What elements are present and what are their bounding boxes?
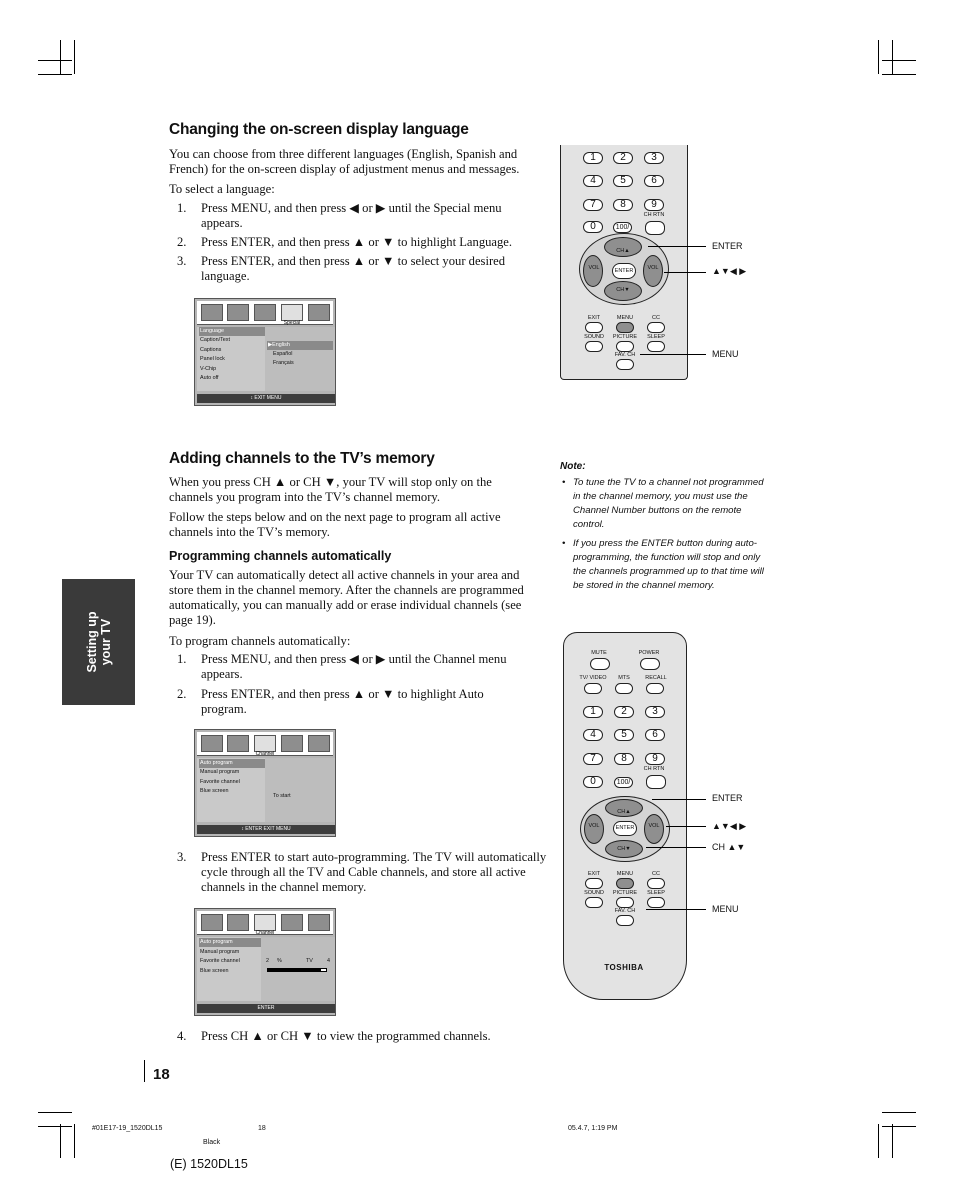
key-8: 8 — [614, 753, 634, 765]
channels-step-4: 4. Press CH ▲ or CH ▼ to view the programmed channels. — [177, 1029, 491, 1043]
callout-menu: MENU — [712, 904, 739, 914]
osd-option-list — [265, 327, 335, 391]
progress-unit: % — [277, 958, 282, 964]
osd-footer: ENTER — [197, 1004, 335, 1013]
sleep-label: SLEEP — [647, 334, 665, 340]
osd-icon-bar — [197, 301, 333, 325]
channels-para-3: Your TV can automatically detect all active channels in your area and store them in the channel memory. After the channels are programmed automatically, you can manually add or erase individual channels (see page 19). — [169, 568, 524, 627]
picture-button — [616, 897, 634, 908]
special-icon — [281, 735, 303, 752]
footer-file: #01E17-19_1520DL15 — [92, 1125, 163, 1132]
special-icon — [281, 304, 303, 321]
subheading-auto-program: Programming channels automatically — [169, 549, 392, 563]
ch-up-button — [604, 237, 642, 257]
note-item-1: • To tune the TV to a channel not programmed in the channel memory, you must use the Channel Number buttons on the remote control. — [562, 477, 764, 530]
osd-item: Auto off — [200, 375, 219, 381]
favch-label: FAV. CH — [614, 352, 636, 358]
key-3: 3 — [644, 152, 664, 164]
chrtn-label: CH RTN — [643, 212, 665, 218]
key-2: 2 — [614, 706, 634, 718]
osd-special-menu — [194, 298, 336, 406]
osd-tab-label: Channel — [255, 930, 275, 936]
setup-icon — [308, 304, 330, 321]
cc-button — [647, 322, 665, 333]
osd-option: ▶English — [267, 341, 333, 350]
progress-channel: 4 — [327, 958, 330, 964]
recall-button — [646, 683, 664, 694]
picture-label: PICTURE — [612, 334, 638, 340]
progress-tv: TV — [306, 958, 313, 964]
key-0: 0 — [583, 221, 603, 233]
chrtn-label: CH RTN — [643, 766, 665, 772]
tvvideo-label: TV/ VIDEO — [579, 675, 607, 681]
osd-icon-bar — [197, 732, 333, 756]
osd-channel-progress — [194, 908, 336, 1016]
osd-item-list — [197, 327, 265, 391]
vol-plus-button — [644, 814, 664, 844]
key-4: 4 — [583, 175, 603, 187]
sleep-label: SLEEP — [647, 890, 665, 896]
chrtn-button — [645, 221, 665, 235]
exit-label: EXIT — [587, 871, 601, 877]
ch-down-label: CH▼ — [617, 846, 631, 852]
power-label: POWER — [638, 650, 660, 656]
picture-icon — [201, 735, 223, 752]
channel-icon — [254, 914, 276, 931]
callout-line — [646, 909, 706, 910]
picture-icon — [201, 914, 223, 931]
toshiba-logo: TOSHIBA — [604, 963, 644, 972]
mute-label: MUTE — [591, 650, 607, 656]
favch-button — [616, 359, 634, 370]
vol-plus-label: VOL — [648, 823, 660, 829]
key-6: 6 — [645, 729, 665, 741]
mts-label: MTS — [618, 675, 630, 681]
footer-model: (E) 1520DL15 — [170, 1157, 248, 1171]
osd-item: Manual program — [200, 769, 240, 775]
page-number-rule — [144, 1060, 145, 1082]
osd-item: Manual program — [200, 949, 240, 955]
key-100: 100/ — [613, 222, 632, 233]
progress-fill — [268, 969, 321, 971]
vol-plus-button — [643, 255, 663, 287]
timer-icon — [254, 304, 276, 321]
crop-mark — [892, 1124, 893, 1158]
cc-button — [647, 878, 665, 889]
power-button — [640, 658, 660, 670]
remote-control-top — [560, 145, 688, 380]
callout-enter: ENTER — [712, 793, 743, 803]
osd-icon-bar — [197, 911, 333, 935]
crop-mark — [892, 40, 893, 74]
special-icon — [281, 914, 303, 931]
progress-number: 2 — [266, 958, 269, 964]
crop-mark — [60, 1124, 61, 1158]
side-tab-label: Setting up your TV — [84, 611, 113, 673]
recall-label: RECALL — [645, 675, 667, 681]
footer-color: Black — [203, 1139, 221, 1146]
sound-button — [585, 341, 603, 352]
crop-mark — [74, 1124, 75, 1158]
mute-button — [590, 658, 610, 670]
picture-label: PICTURE — [612, 890, 638, 896]
menu-label: MENU — [616, 315, 634, 321]
crop-mark — [38, 74, 72, 75]
osd-tab-label: Channel — [255, 751, 275, 757]
osd-tab-label: Special — [283, 320, 301, 326]
channels-para-1: When you press CH ▲ or CH ▼, your TV will stop only on the channels you program into the TV’s channel memory. — [169, 475, 492, 504]
chrtn-button — [646, 775, 666, 789]
key-1: 1 — [583, 706, 603, 718]
callout-arrows: ▲▼◀ ▶ — [712, 821, 747, 831]
callout-line — [640, 354, 706, 355]
key-5: 5 — [614, 729, 634, 741]
side-tab — [62, 579, 135, 705]
osd-item: Panel lock — [200, 356, 225, 362]
osd-item-list — [197, 937, 265, 1001]
osd-item: Blue screen — [200, 968, 229, 974]
osd-item: Blue screen — [200, 788, 229, 794]
key-3: 3 — [645, 706, 665, 718]
key-9: 9 — [644, 199, 664, 211]
vol-minus-label: VOL — [588, 265, 600, 271]
osd-item: Captions — [200, 347, 222, 353]
callout-line — [648, 246, 706, 247]
setup-icon — [308, 735, 330, 752]
footer-date: 05.4.7, 1:19 PM — [568, 1125, 618, 1132]
note-title: Note: — [560, 461, 586, 472]
osd-item: Favorite channel — [200, 958, 240, 964]
channels-step-3: 3. Press ENTER to start auto-programming. The TV will automatically cycle through all the TV and Cable channels, and store all active channels in the channel memory. — [177, 850, 547, 894]
callout-ch: CH ▲▼ — [712, 842, 746, 852]
vol-minus-label: VOL — [588, 823, 600, 829]
ch-down-label: CH▼ — [616, 287, 630, 293]
osd-item: Language — [199, 327, 265, 336]
vol-minus-button — [584, 814, 604, 844]
osd-option: To start — [273, 793, 291, 799]
crop-mark — [878, 1124, 879, 1158]
vol-minus-button — [583, 255, 603, 287]
key-7: 7 — [583, 753, 603, 765]
sound-label: SOUND — [584, 334, 604, 340]
sleep-button — [647, 897, 665, 908]
cc-label: CC — [652, 871, 660, 877]
audio-icon — [227, 304, 249, 321]
osd-item: Favorite channel — [200, 779, 240, 785]
crop-mark — [60, 40, 61, 74]
sound-button — [585, 897, 603, 908]
sleep-button — [647, 341, 665, 352]
key-8: 8 — [613, 199, 633, 211]
page-number: 18 — [153, 1066, 170, 1083]
language-step-2: 2. Press ENTER, and then press ▲ or ▼ to highlight Language. — [177, 235, 513, 249]
audio-icon — [227, 735, 249, 752]
enter-label: ENTER — [614, 268, 634, 274]
crop-mark — [878, 40, 879, 74]
ch-up-label: CH▲ — [617, 809, 631, 815]
osd-item: Auto program — [199, 759, 265, 768]
channels-para-2: Follow the steps below and on the next page to program all active channels into the TV’s memory. — [169, 510, 501, 539]
footer-page: 18 — [258, 1125, 266, 1132]
osd-item: V-Chip — [200, 366, 217, 372]
picture-button — [616, 341, 634, 352]
key-4: 4 — [583, 729, 603, 741]
callout-line — [652, 799, 706, 800]
channels-step-1: 1. Press MENU, and then press ◀ or ▶ until the Channel menu appears. — [177, 652, 507, 681]
osd-option: Español — [273, 351, 293, 357]
cc-label: CC — [652, 315, 660, 321]
section-heading-channels: Adding channels to the TV’s memory — [169, 450, 435, 467]
key-6: 6 — [644, 175, 664, 187]
favch-button — [616, 915, 634, 926]
key-100: 100/ — [614, 777, 633, 788]
osd-footer: ↕ EXIT MENU — [197, 394, 335, 403]
osd-footer: ↕ ENTER EXIT MENU — [197, 825, 335, 834]
callout-enter: ENTER — [712, 241, 743, 251]
key-9: 9 — [645, 753, 665, 765]
key-2: 2 — [613, 152, 633, 164]
progress-track — [267, 968, 327, 972]
setup-icon — [308, 914, 330, 931]
channels-lead: To program channels automatically: — [169, 634, 351, 648]
mts-button — [615, 683, 633, 694]
callout-line — [664, 272, 706, 273]
osd-channel-menu — [194, 729, 336, 837]
tvvideo-button — [584, 683, 602, 694]
callout-menu: MENU — [712, 349, 739, 359]
menu-label: MENU — [616, 871, 634, 877]
exit-label: EXIT — [587, 315, 601, 321]
remote-control-full — [563, 632, 687, 1000]
osd-item-list — [197, 758, 265, 822]
enter-label: ENTER — [615, 825, 635, 831]
audio-icon — [227, 914, 249, 931]
sound-label: SOUND — [584, 890, 604, 896]
crop-mark — [38, 1112, 72, 1113]
menu-button — [616, 322, 634, 333]
osd-item: Auto program — [199, 938, 265, 947]
key-5: 5 — [613, 175, 633, 187]
language-lead: To select a language: — [169, 182, 275, 196]
crop-mark — [882, 1112, 916, 1113]
callout-arrows: ▲▼◀ ▶ — [712, 266, 747, 276]
section-heading-language: Changing the on-screen display language — [169, 121, 469, 138]
callout-line — [666, 826, 706, 827]
crop-mark — [882, 74, 916, 75]
picture-icon — [201, 304, 223, 321]
language-step-3: 3. Press ENTER, and then press ▲ or ▼ to select your desired language. — [177, 254, 506, 283]
callout-line — [646, 847, 706, 848]
osd-progress-area — [261, 937, 335, 1001]
crop-mark — [74, 40, 75, 74]
osd-option: Français — [273, 360, 294, 366]
channel-icon — [254, 735, 276, 752]
osd-item: Caption/Text — [200, 337, 230, 343]
key-7: 7 — [583, 199, 603, 211]
ch-up-label: CH▲ — [616, 248, 630, 254]
channels-step-2: 2. Press ENTER, and then press ▲ or ▼ to highlight Auto program. — [177, 687, 484, 716]
crop-mark — [38, 60, 72, 61]
key-1: 1 — [583, 152, 603, 164]
vol-plus-label: VOL — [647, 265, 659, 271]
key-0: 0 — [583, 776, 603, 788]
crop-mark — [882, 1126, 916, 1127]
osd-option-list — [265, 758, 335, 822]
language-intro: You can choose from three different languages (English, Spanish and French) for the on-screen display of adjustment menus and messages. — [169, 147, 520, 176]
crop-mark — [882, 60, 916, 61]
favch-label: FAV. CH — [614, 908, 636, 914]
menu-button — [616, 878, 634, 889]
crop-mark — [38, 1126, 72, 1127]
exit-button — [585, 878, 603, 889]
note-item-2: • If you press the ENTER button during auto-programming, the function will stop and only the channels programmed up to that time will be stored in the channel memory. — [562, 538, 764, 591]
language-step-1: 1. Press MENU, and then press ◀ or ▶ until the Special menu appears. — [177, 201, 502, 230]
exit-button — [585, 322, 603, 333]
